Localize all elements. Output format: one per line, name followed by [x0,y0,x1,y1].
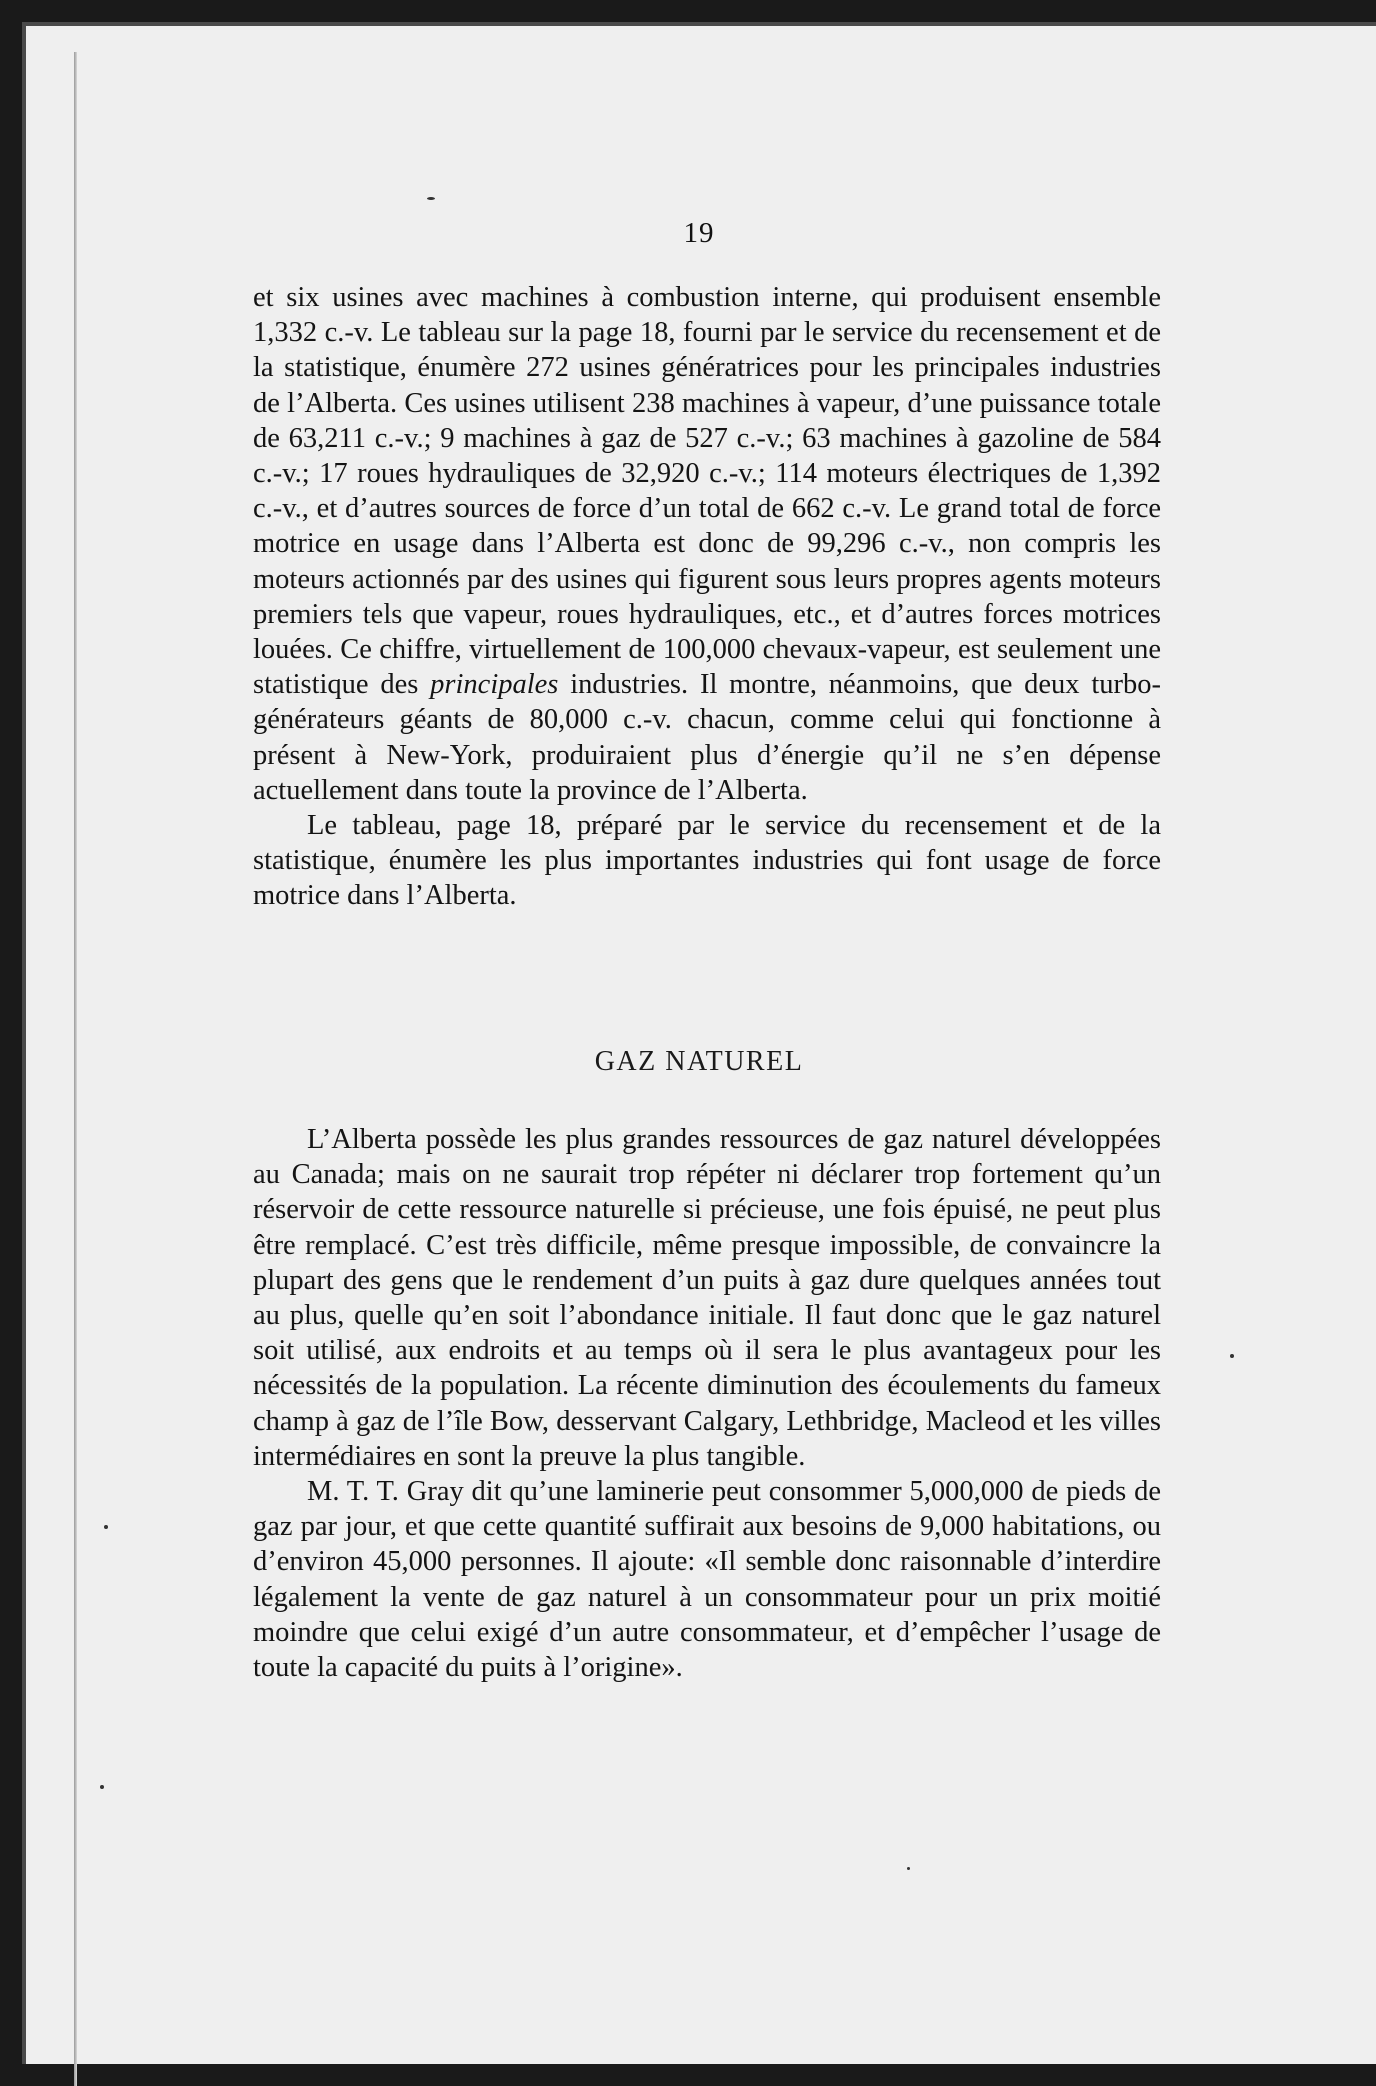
paragraph-gray-quote: M. T. T. Gray dit qu’une laminerie peut consommer 5,000,000 de pieds de gaz par jour, et que cette quantité suffirait aux besoins de 9,000 habitations, ou d’environ 45,000 personnes. Il ajoute: «Il semble donc raisonnable d’interdire légalement la vente de gaz naturel à un consommateur pour un prix moitié moindre que celui exigé d’un autre consommateur, et d’empêcher l’usage de toute la capacité du puits à l’origine». [253,1476,1161,1684]
print-speck [1230,1354,1234,1358]
italic-emphasis: principales [430,669,559,701]
text-block-bottom [253,1122,1161,1685]
print-speck [104,1525,108,1529]
document-page [22,22,1376,2064]
paragraph-table-reference: Le tableau, page 18, préparé par le service du recensement et de la statistique, énumère les plus importantes industries qui font usage de force motrice dans l’Alberta. [253,810,1161,912]
print-speck [100,1785,104,1789]
print-speck [427,197,435,200]
text-block-top [253,280,1161,914]
paragraph-text-start: et six usines avec machines à combustion interne, qui produisent ensemble 1,332 c.-v. Le tableau sur la page 18, fourni par le service du recensement et de la statistique, énumère 272 usines génératrices pour les principales industries de l’Alberta. Ces usines utilisent 238 machines à vapeur, d’une puissance totale de 63,211 c.-v.; 9 machines à gaz de 527 c.-v.; 63 machines à gazoline de 584 c.-v.; 17 roues hydrauliques de 32,920 c.-v.; 114 moteurs électriques de 1,392 c.-v., et d’autres sources de force d’un total de 662 c.-v. Le grand total de force motrice en usage dans l’Alberta est donc de 99,296 c.-v., non compris les moteurs actionnés par des usines qui figurent sous leurs propres agents moteurs premiers tels que vapeur, roues hydrauliques, etc., et d’autres forces motrices louées. Ce chiffre, virtuellement de 100,000 chevaux-vapeur, est seulement une statistique des [253,282,1161,701]
paragraph-text-end: industries. Il montre, néanmoins, que deux turbo-générateurs géants de 80,000 c.-v. chacun, comme celui qui fonctionne à présent à New-York, produiraient plus d’énergie qu’il ne s’en dépense actuellement dans toute la province de l’Alberta. [253,669,1161,806]
paragraph-power-statistics [253,280,1161,808]
print-speck [907,1867,910,1870]
paragraph-natural-gas-resources: L’Alberta possède les plus grandes ressources de gaz naturel développées au Canada; mais on ne saurait trop répéter ni déclarer trop fortement qu’un réservoir de cette ressource naturelle si précieuse, une fois épuisé, ne peut plus être remplacé. C’est très difficile, même presque impossible, de convaincre la plupart des gens que le rendement d’un puits à gaz dure quelques années tout au plus, quelle qu’en soit l’abondance initiale. Il faut donc que le gaz naturel soit utilisé, aux endroits et au temps où il sera le plus avantageux pour les nécessités de la population. La récente diminution des écoulements du fameux champ à gaz de l’île Bow, desservant Calgary, Lethbridge, Macleod et les villes intermédiaires en sont la preuve la plus tangible. [253,1124,1161,1472]
section-heading: GAZ NATUREL [594,1046,804,1077]
page-number: 19 [683,217,715,249]
